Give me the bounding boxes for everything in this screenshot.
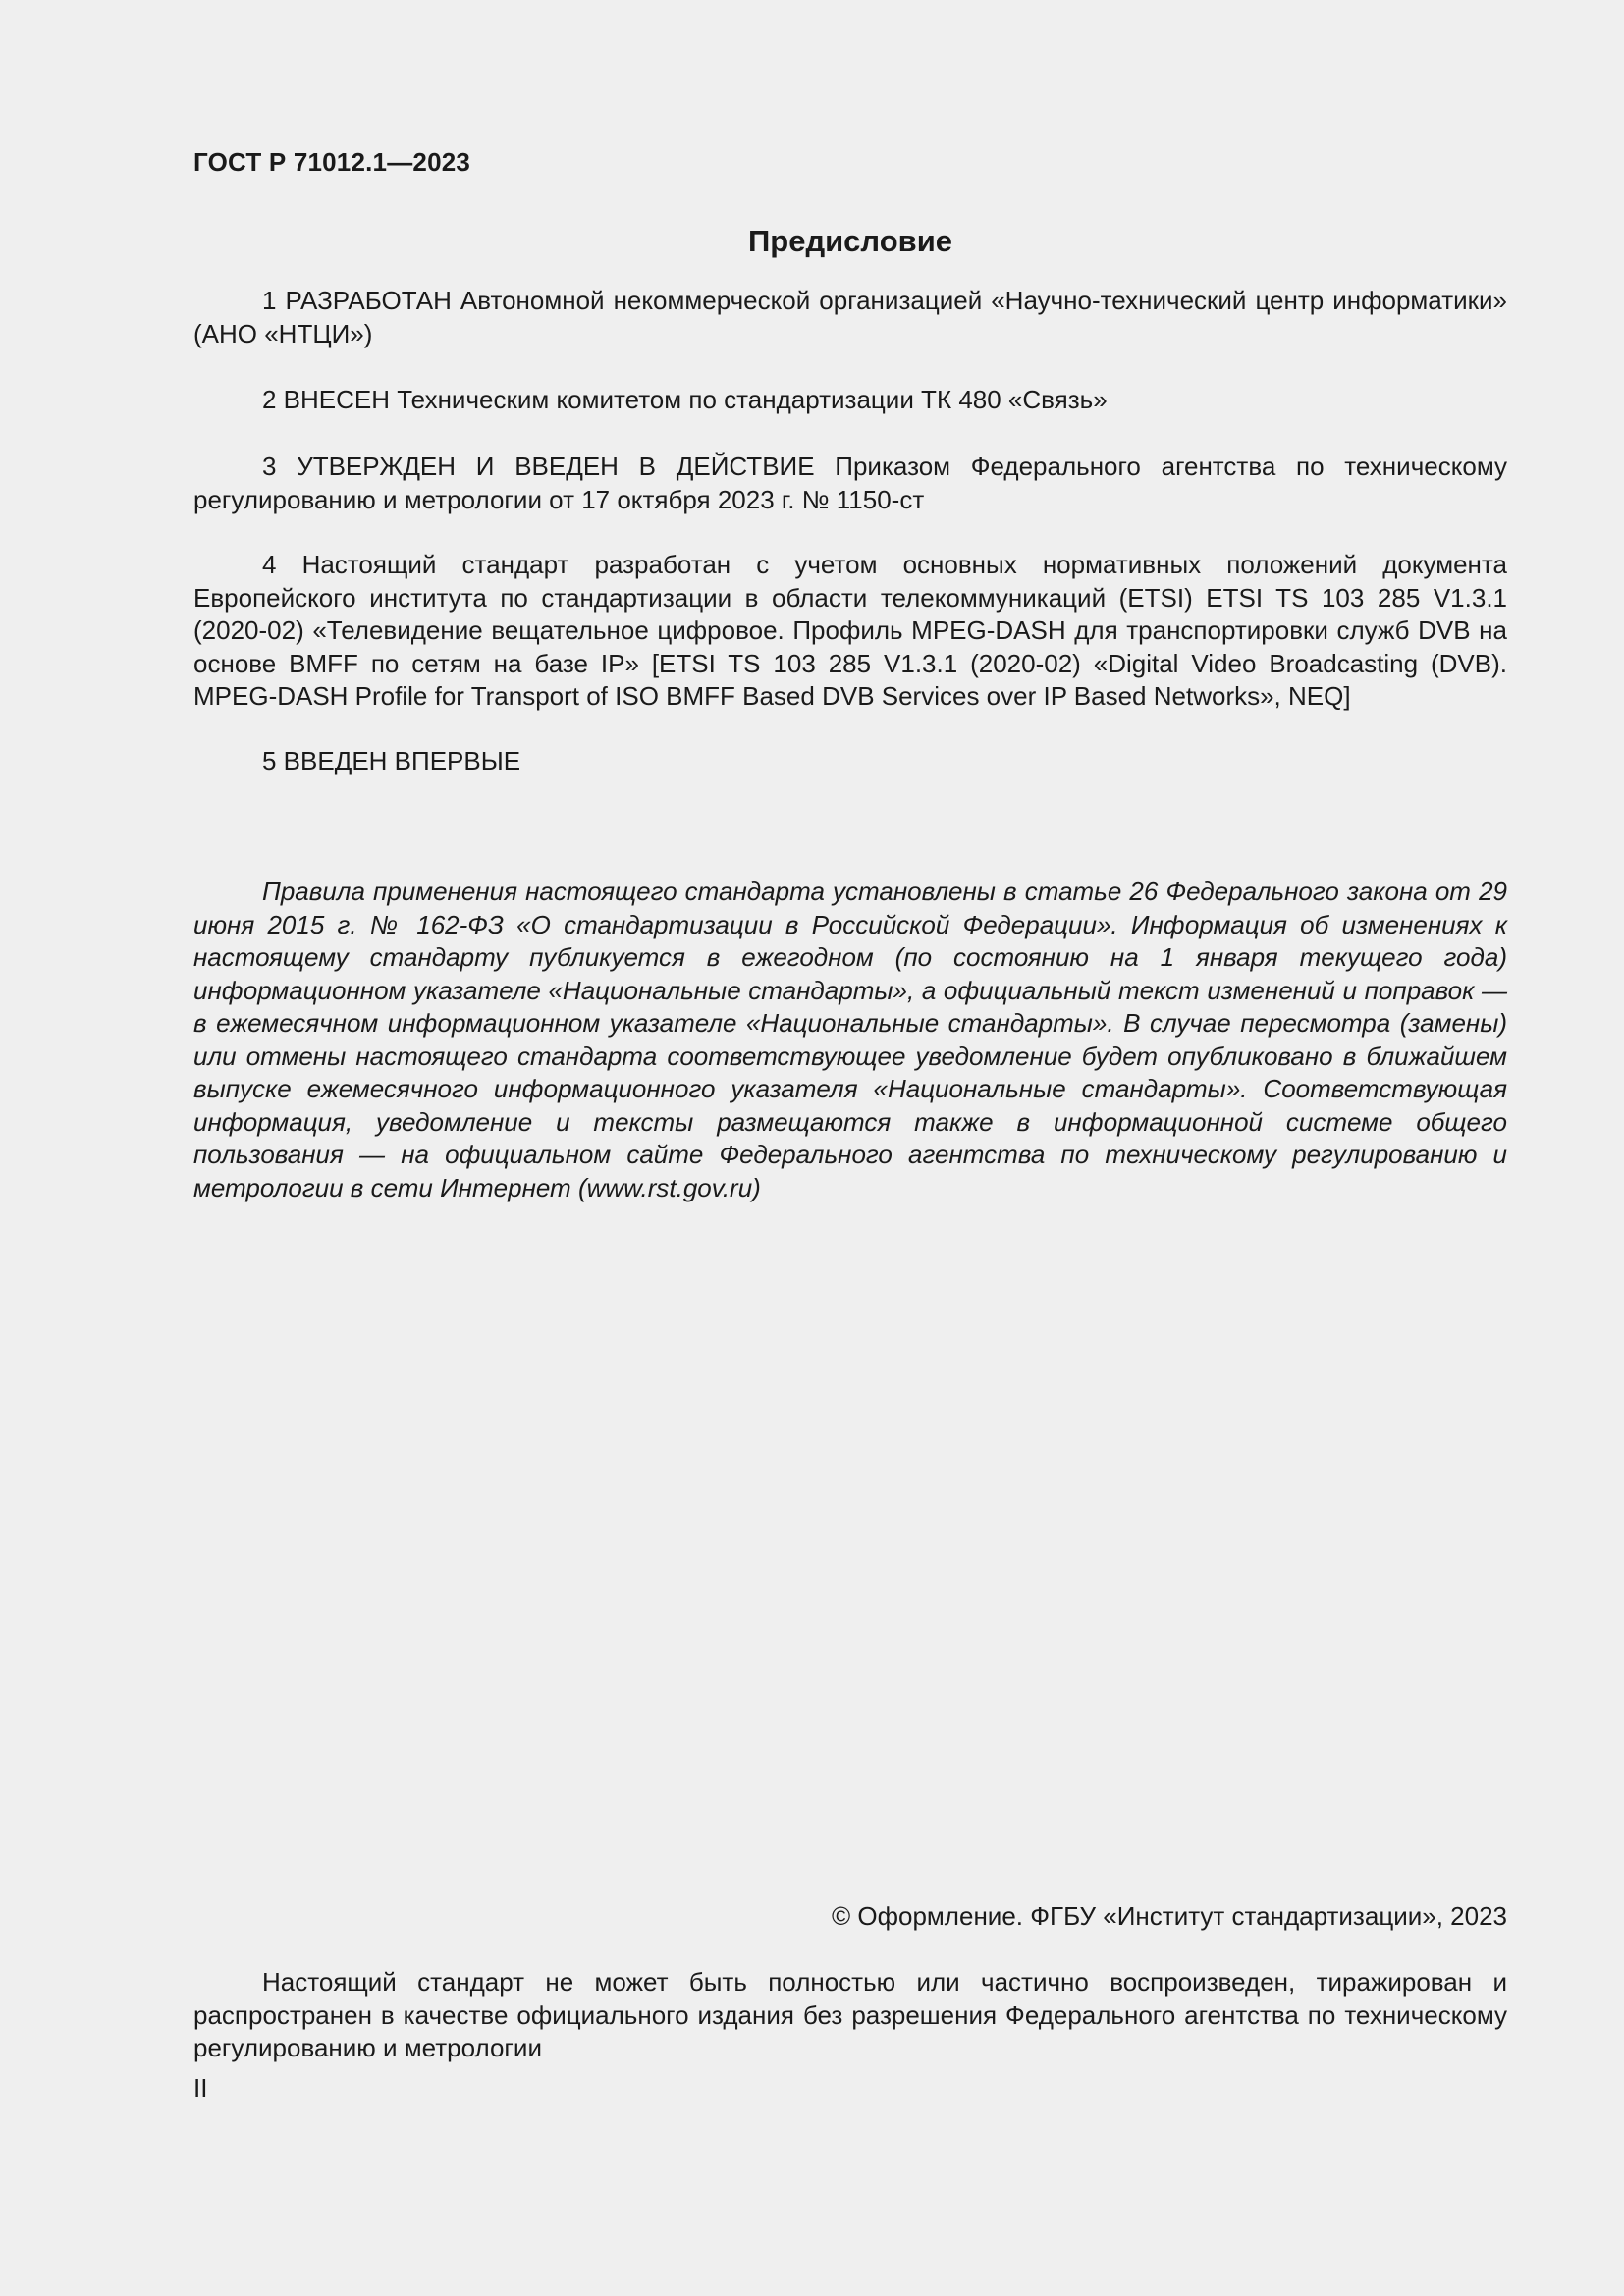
page-number: II bbox=[193, 2073, 208, 2103]
copyright-notice: © Оформление. ФГБУ «Институт стандартизации», 2023 bbox=[832, 1901, 1507, 1931]
foreword-title: Предисловие bbox=[747, 224, 952, 258]
foreword-item-2: 2 ВНЕСЕН Техническим комитетом по стандартизации ТК 480 «Связь» bbox=[262, 385, 1108, 414]
rules-notice: Правила применения настоящего стандарта установлены в статье 26 Федерального закона от 29 июня 2015 г. № 162-ФЗ «О стандартизации в Российской Федерации». Информация об изменениях к настоящему стандарту публикуется в ежегодном (по состоянию на 1 января текущего года) информационном указателе «Национальные стандарты», а официальный текст изменений и поправок — в ежемесячном информационном указателе «Национальные стандарты». В случае пересмотра (замены) или отмены настоящего стандарта соответствующее уведомление будет опубликовано в ближайшем выпуске ежемесячного информационного указателя «Национальные стандарты». Соответствующая информация, уведомление и тексты размещаются также в информационной системе общего пользования — на официальном сайте Федерального агентства по техническому регулированию и метрологии в сети Интернет (www.rst.gov.ru) bbox=[193, 877, 1507, 1202]
foreword-item-5: 5 ВВЕДЕН ВПЕРВЫЕ bbox=[262, 746, 521, 775]
document-page bbox=[193, 0, 1507, 2296]
foreword-item-1: 1 РАЗРАБОТАН Автономной некоммерческой организацией «Научно-технический центр информатики» (АНО «НТЦИ») bbox=[193, 286, 1507, 348]
document-code: ГОСТ Р 71012.1—2023 bbox=[193, 147, 471, 177]
foreword-item-4: 4 Настоящий стандарт разработан с учетом основных нормативных положений документа Европейского института по стандартизации в области телекоммуникаций (ETSI) ETSI TS 103 285 V1.3.1 (2020-02) «Телевидение вещательное цифровое. Профиль MPEG-DASH для транспортировки служб DVB на основе BMFF по сетям на базе IP» [ETSI TS 103 285 V1.3.1 (2020-02) «Digital Video Broadcasting (DVB). MPEG-DASH Profile for Transport of ISO BMFF Based DVB Services over IP Based Networks», NEQ] bbox=[193, 550, 1507, 711]
foreword-item-3: 3 УТВЕРЖДЕН И ВВЕДЕН В ДЕЙСТВИЕ Приказом Федерального агентства по техническому регулированию и метрологии от 17 октября 2023 г. № 1150-ст bbox=[193, 452, 1507, 514]
reproduction-notice: Настоящий стандарт не может быть полностью или частично воспроизведен, тиражирован и распространен в качестве официального издания без разрешения Федерального агентства по техническому регулированию и метрологии bbox=[193, 1967, 1507, 2062]
